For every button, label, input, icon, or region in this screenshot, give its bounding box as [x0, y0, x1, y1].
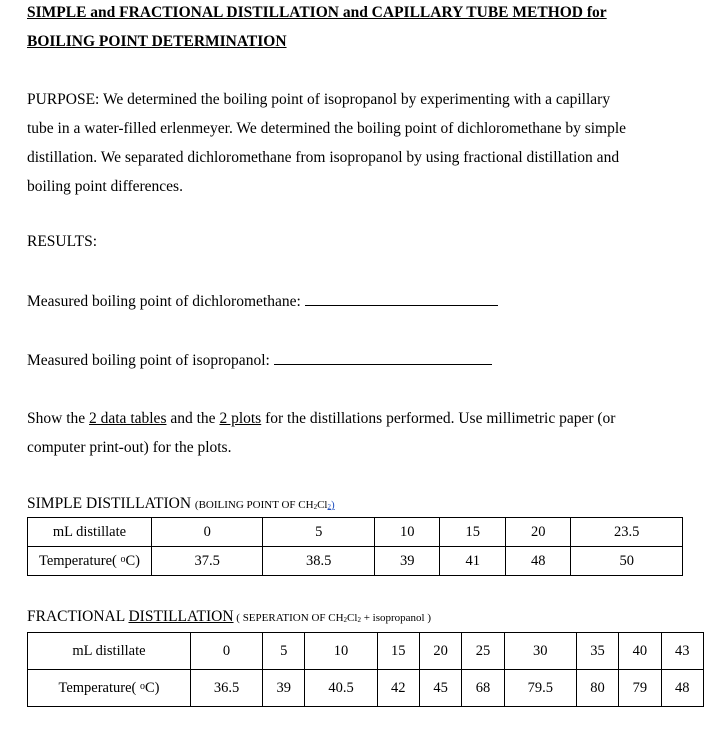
simple-caption-main: SIMPLE DISTILLATION [27, 495, 192, 512]
row-label-ml: mL distillate [28, 518, 152, 547]
table-row [28, 518, 683, 547]
table-cell: 5 [263, 518, 374, 547]
fractional-caption-suffix: + isopropanol ) [360, 612, 432, 624]
dcm-boiling-point-label: Measured boiling point of dichloromethane: [27, 293, 301, 310]
table-row [28, 547, 683, 576]
purpose-line-1: PURPOSE: We determined the boiling point of isopropanol by experimenting with a capillary [27, 91, 611, 108]
data-tables-link: 2 data tables [89, 410, 167, 427]
fractional-caption-main: FRACTIONAL [27, 608, 129, 625]
table-cell: 5 [263, 633, 305, 670]
fractional-distillation-table [27, 632, 704, 707]
document-title-line-1: SIMPLE and FRACTIONAL DISTILLATION and CAPILLARY TUBE METHOD for [27, 4, 607, 21]
fractional-caption-cl: Cl [347, 612, 358, 624]
table-row [28, 633, 704, 670]
table-cell: 38.5 [263, 547, 374, 576]
temperature-unit: C) [145, 679, 160, 696]
table-cell: 35 [576, 633, 618, 670]
table-cell: 37.5 [152, 547, 263, 576]
fractional-caption-sub-2: 2 [357, 616, 361, 624]
table-cell: 25 [462, 633, 504, 670]
instructions-text-3: for the distillations performed. Use millimetric paper (or [261, 410, 616, 427]
table-cell: 50 [571, 547, 683, 576]
table-cell: 39 [374, 547, 440, 576]
table-cell: 0 [191, 633, 263, 670]
simple-caption-prefix: (BOILING POINT OF CH [194, 499, 314, 511]
table-cell: 10 [374, 518, 440, 547]
instructions-line-2: computer print-out) for the plots. [27, 439, 232, 456]
fractional-distillation-caption [27, 608, 431, 626]
table-cell: 10 [305, 633, 377, 670]
table-cell: 36.5 [191, 670, 263, 707]
dcm-boiling-point-line [27, 291, 498, 311]
instructions-text-1: Show the [27, 410, 89, 427]
simple-caption-link [327, 499, 334, 511]
temperature-unit: C) [125, 552, 140, 569]
table-cell: 20 [505, 518, 571, 547]
simple-caption-close: ) [330, 499, 335, 511]
table-cell: 41 [440, 547, 506, 576]
table-cell: 0 [152, 518, 263, 547]
plots-link: 2 plots [219, 410, 262, 427]
results-heading: RESULTS: [27, 233, 98, 250]
simple-caption-detail [195, 499, 335, 511]
table-cell: 48 [661, 670, 703, 707]
fractional-caption-sub-1: 2 [343, 616, 348, 624]
dcm-boiling-point-blank[interactable] [305, 291, 498, 306]
table-row [28, 670, 704, 707]
table-cell: 23.5 [571, 518, 683, 547]
purpose-paragraph [27, 85, 687, 201]
table-cell: 42 [377, 670, 419, 707]
table-cell: 48 [505, 547, 571, 576]
degree-symbol: o [120, 553, 126, 565]
instructions-paragraph [27, 404, 687, 462]
table-cell: 40 [619, 633, 661, 670]
fractional-caption-link: DISTILLATION [128, 608, 234, 625]
table-cell: 43 [661, 633, 703, 670]
table-cell: 30 [504, 633, 576, 670]
iso-boiling-point-line [27, 350, 492, 370]
simple-caption-cl: Cl [317, 499, 328, 511]
simple-distillation-table [27, 517, 683, 576]
row-label-temperature [28, 670, 191, 707]
row-label-ml: mL distillate [28, 633, 191, 670]
table-cell: 80 [576, 670, 618, 707]
table-cell: 45 [419, 670, 461, 707]
simple-caption-sub-1: 2 [313, 503, 318, 511]
row-label-temperature [28, 547, 152, 576]
document-title-line-2: BOILING POINT DETERMINATION [27, 33, 287, 50]
table-cell: 40.5 [305, 670, 377, 707]
table-cell: 79.5 [504, 670, 576, 707]
purpose-line-4: boiling point differences. [27, 178, 183, 195]
simple-distillation-caption [27, 495, 335, 513]
fractional-caption-detail [234, 612, 431, 624]
iso-boiling-point-label: Measured boiling point of isopropanol: [27, 352, 270, 369]
table-cell: 15 [440, 518, 506, 547]
instructions-line-1 [27, 404, 687, 433]
temperature-label: Temperature( [58, 679, 137, 696]
table-cell: 39 [263, 670, 305, 707]
simple-caption-sub-2: 2 [327, 503, 331, 511]
purpose-line-2: tube in a water-filled erlenmeyer. We determined the boiling point of dichloromethane by simple [27, 120, 627, 137]
temperature-label: Temperature( [38, 552, 117, 569]
table-cell: 68 [462, 670, 504, 707]
table-cell: 79 [619, 670, 661, 707]
iso-boiling-point-blank[interactable] [274, 350, 492, 365]
degree-symbol: o [140, 680, 145, 692]
fractional-caption-prefix: ( SEPERATION OF CH [233, 612, 344, 624]
instructions-text-2: and the [166, 410, 220, 427]
table-cell: 15 [377, 633, 419, 670]
table-cell: 20 [419, 633, 461, 670]
purpose-line-3: distillation. We separated dichloromethane from isopropanol by using fractional distillation and [27, 149, 620, 166]
